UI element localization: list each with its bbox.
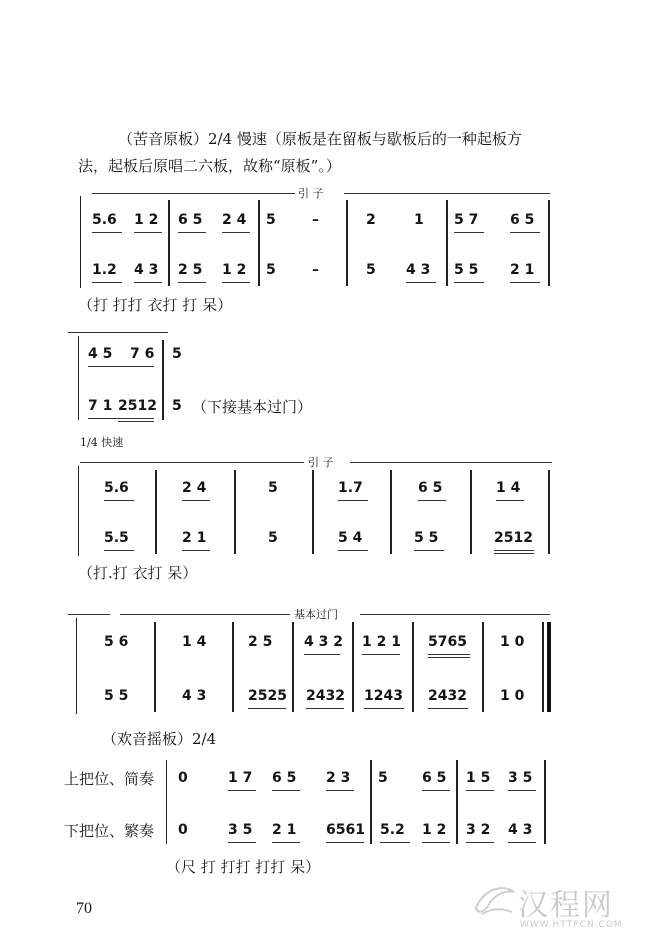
note: 2 4 (222, 212, 247, 228)
note: 5 4 (338, 530, 363, 546)
note: 2 1 (510, 262, 535, 278)
barline (258, 200, 260, 286)
intro-bracket-line (350, 462, 552, 463)
section-label: 引 子 (308, 456, 334, 469)
note: 1 4 (182, 634, 207, 650)
barline (352, 622, 354, 712)
note: 1 (414, 212, 424, 228)
note: – (312, 212, 319, 228)
note: 2 1 (182, 530, 207, 546)
section-title: （欢音摇板）2/4 (102, 730, 217, 748)
note: 1 7 (228, 770, 253, 786)
note: 6561 (326, 822, 365, 838)
note: 5.6 (104, 480, 129, 496)
note: 6 5 (418, 480, 443, 496)
note: 1 2 (422, 822, 447, 838)
note: 5 (268, 480, 278, 496)
bracket-line (120, 614, 290, 615)
barline (470, 470, 472, 554)
note: 2 (366, 212, 376, 228)
note: 2 5 (248, 634, 273, 650)
note: 3 2 (466, 822, 491, 838)
note: 2512 (118, 398, 157, 414)
bracket-line (68, 614, 110, 615)
transition-note: （下接基本过门） (192, 398, 313, 416)
row-label: 下把位、繁奏 (64, 822, 155, 840)
note: 5 6 (104, 634, 129, 650)
note: – (312, 262, 319, 278)
note: 5 (366, 262, 376, 278)
note: 6 5 (272, 770, 297, 786)
barline (544, 760, 546, 844)
barline (155, 470, 157, 554)
note: 1.2 (92, 262, 117, 278)
note: 2 5 (178, 262, 203, 278)
system-brace (76, 618, 77, 714)
barline (548, 200, 550, 286)
bracket-line (360, 614, 550, 615)
watermark-logo-icon (470, 878, 518, 922)
note: 1 2 (134, 212, 159, 228)
note: 1243 (364, 688, 403, 704)
note: 5 5 (454, 262, 479, 278)
row-label: 上把位、简奏 (64, 770, 155, 788)
intro-bracket-line (80, 462, 304, 463)
note: 1 0 (500, 688, 525, 704)
note: 3 5 (228, 822, 253, 838)
note: 5 5 (104, 688, 129, 704)
lyrics-line: （尺 打 打打 打打 呆） (166, 858, 321, 876)
intro-bracket-line (92, 193, 295, 194)
note: 5.5 (104, 530, 129, 546)
tempo-marking: 1/4 快速 (80, 436, 124, 449)
intro-bracket-line (68, 332, 168, 333)
note: 4 3 2 (304, 634, 343, 650)
barline (154, 622, 156, 712)
barline (446, 200, 448, 286)
note: 6 5 (422, 770, 447, 786)
lyrics-line: （打.打 衣打 呆） (78, 564, 198, 582)
note: 1 5 (466, 770, 491, 786)
note: 1 0 (500, 634, 525, 650)
note: 5 (268, 530, 278, 546)
note: 3 5 (508, 770, 533, 786)
note: 5765 (428, 634, 467, 650)
note: 2 4 (182, 480, 207, 496)
note: 7 6 (130, 346, 155, 362)
note: 4 3 (182, 688, 207, 704)
note: 5 (266, 212, 276, 228)
lyrics-line: （打 打打 衣打 打 呆） (78, 296, 233, 314)
intro-line-2: 法，起板后原唱二六板，故称“原板”。） (78, 157, 341, 175)
note: 4 3 (406, 262, 431, 278)
barline (548, 470, 550, 554)
barline (234, 470, 236, 554)
note: 4 5 (88, 346, 113, 362)
final-barline-thick (547, 622, 551, 712)
note: 0 (178, 770, 188, 786)
intro-bracket-line (344, 193, 550, 194)
intro-line-1: （苦音原板）2/4 慢速（原板是在留板与歇板后的一种起板方 (118, 130, 522, 148)
barline (482, 622, 484, 712)
note: 1.7 (338, 480, 363, 496)
note: 2432 (306, 688, 345, 704)
note: 7 1 (88, 398, 113, 414)
note: 2 1 (272, 822, 297, 838)
note: 5.6 (92, 212, 117, 228)
barline (390, 470, 392, 554)
note: 5 5 (414, 530, 439, 546)
barline (456, 760, 458, 844)
system-brace (78, 466, 79, 556)
note: 4 3 (134, 262, 159, 278)
note: 0 (178, 822, 188, 838)
barline (168, 200, 170, 286)
note: 2525 (248, 688, 287, 704)
section-label: 基本过门 (294, 608, 338, 621)
final-barline-thin (542, 622, 544, 712)
note: 2512 (494, 530, 533, 546)
note: 6 5 (510, 212, 535, 228)
watermark-url: WWW.HTTPCN.COM (520, 920, 623, 930)
note: 5.2 (380, 822, 405, 838)
note: 1 2 (222, 262, 247, 278)
note: 5 (172, 346, 182, 362)
system-brace (80, 196, 81, 288)
barline (232, 622, 234, 712)
system-brace (78, 336, 79, 420)
note: 5 (172, 398, 182, 414)
section-label: 引 子 (298, 187, 324, 200)
note: 4 3 (508, 822, 533, 838)
note: 5 7 (454, 212, 479, 228)
barline (346, 200, 348, 286)
barline (162, 340, 164, 420)
barline (370, 760, 372, 844)
watermark-logo-text: 汉程网 (518, 888, 614, 923)
page-number: 70 (76, 900, 92, 917)
note: 5 (378, 770, 388, 786)
note: 5 (266, 262, 276, 278)
barline (292, 622, 294, 712)
barline (412, 622, 414, 712)
barline (312, 470, 314, 554)
note: 6 5 (178, 212, 203, 228)
system-brace (166, 760, 167, 844)
note: 1 2 1 (362, 634, 401, 650)
note: 2 3 (326, 770, 351, 786)
note: 2432 (428, 688, 467, 704)
note: 1 4 (496, 480, 521, 496)
